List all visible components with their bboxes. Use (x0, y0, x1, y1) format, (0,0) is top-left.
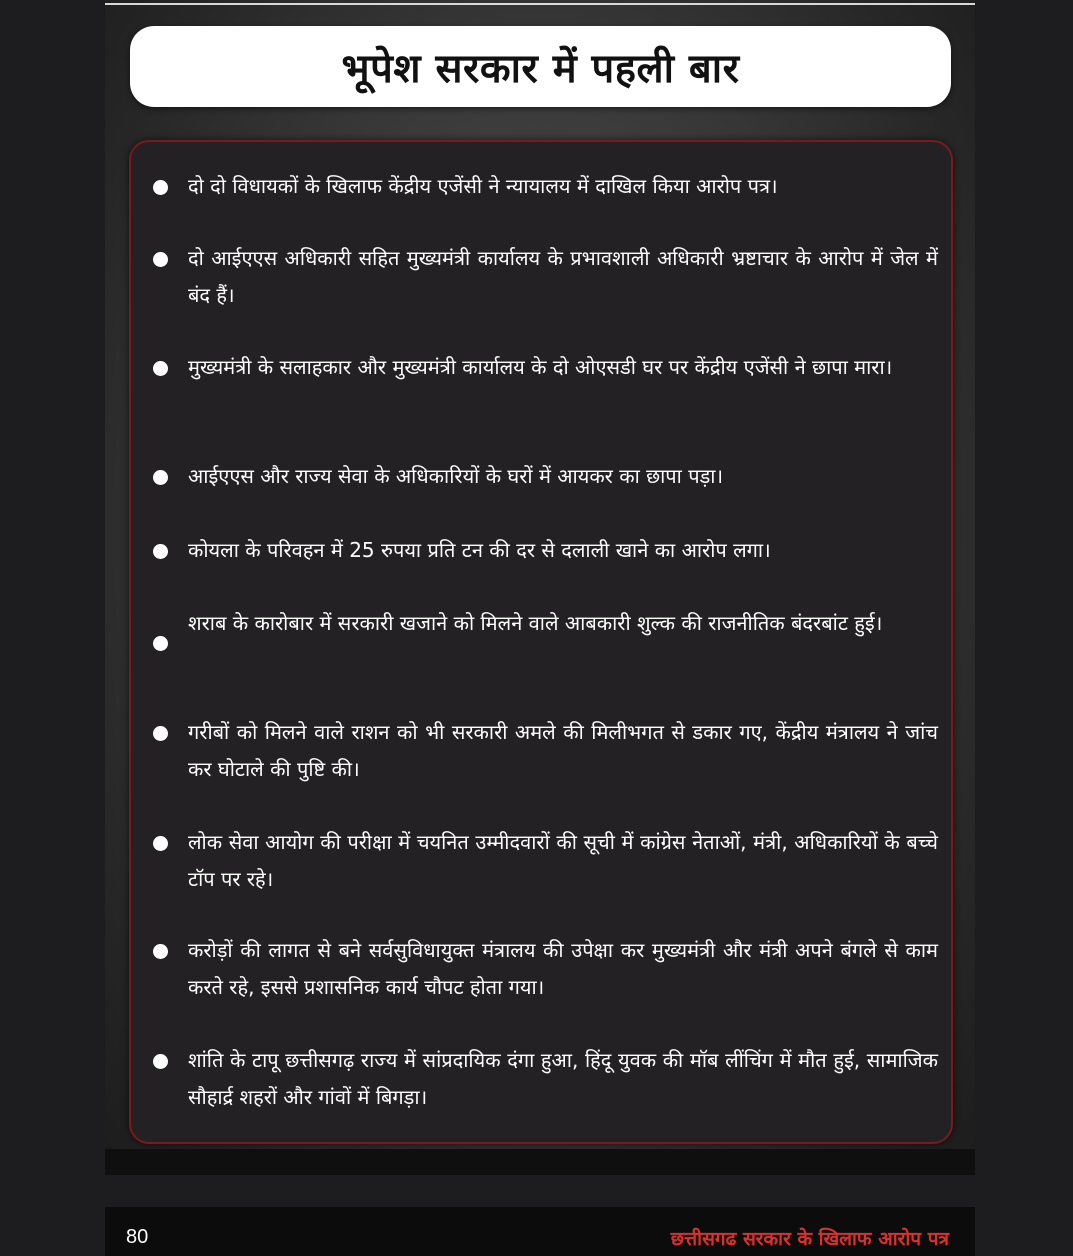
list-item-text: कोयला के परिवहन में 25 रुपया प्रति टन की दर से दलाली खाने का आरोप लगा। (188, 538, 771, 562)
list-item-text: शराब के कारोबार में सरकारी खजाने को मिलने वाले आबकारी शुल्क की राजनीतिक बंदरबांट हुई। (188, 611, 883, 635)
bullet-icon (153, 470, 168, 485)
list-item-text: आईएएस और राज्य सेवा के अधिकारियों के घरों में आयकर का छापा पड़ा। (188, 464, 724, 488)
bullet-icon (153, 180, 168, 195)
page-title: भूपेश सरकार में पहली बार (341, 46, 740, 92)
list-item-text: दो आईएएस अधिकारी सहित मुख्यमंत्री कार्यालय के प्रभावशाली अधिकारी भ्रष्टाचार के आरोप में जेल में बंद हैं। (188, 246, 938, 307)
list-item-text: शांति के टापू छत्तीसगढ़ राज्य में सांप्रदायिक दंगा हुआ, हिंदू युवक की मॉब लींचिंग में मौत हुई, सामाजिक सौहार्द्र शहरों और गांवों में बिगड़ा। (188, 1048, 938, 1109)
page-number: 80 (126, 1226, 149, 1248)
list-item-text: करोड़ों की लागत से बने सर्वसुविधायुक्त मंत्रालय की उपेक्षा कर मुख्यमंत्री और मंत्री अपने बंगले से काम करते रहे, इससे प्रशासनिक कार्य चौपट होता गया। (188, 938, 938, 999)
bullet-icon (153, 636, 168, 651)
bullet-icon (153, 726, 168, 741)
document-title: छत्तीसगढ सरकार के खिलाफ आरोप पत्र (670, 1228, 949, 1250)
charges-list (129, 140, 953, 1144)
top-divider (105, 3, 975, 5)
bullet-icon (153, 836, 168, 851)
bullet-icon (153, 944, 168, 959)
title-banner (130, 26, 951, 107)
bottom-band (105, 1149, 975, 1175)
list-item-text: मुख्यमंत्री के सलाहकार और मुख्यमंत्री कार्यालय के दो ओएसडी घर पर केंद्रीय एजेंसी ने छापा मारा। (188, 355, 893, 379)
bullet-icon (153, 361, 168, 376)
bullet-icon (153, 544, 168, 559)
bullet-icon (153, 1054, 168, 1069)
list-item-text: दो दो विधायकों के खिलाफ केंद्रीय एजेंसी ने न्यायालय में दाखिल किया आरोप पत्र। (188, 174, 778, 198)
page-footer (105, 1207, 975, 1256)
document-page (105, 0, 975, 1175)
list-item-text: लोक सेवा आयोग की परीक्षा में चयनित उम्मीदवारों की सूची में कांग्रेस नेताओं, मंत्री, अधिकारियों के बच्चे टॉप पर रहे। (188, 830, 938, 891)
bullet-icon (153, 252, 168, 267)
list-item-text: गरीबों को मिलने वाले राशन को भी सरकारी अमले की मिलीभगत से डकार गए, केंद्रीय मंत्रालय ने जांच कर घोटाले की पुष्टि की। (188, 720, 938, 781)
